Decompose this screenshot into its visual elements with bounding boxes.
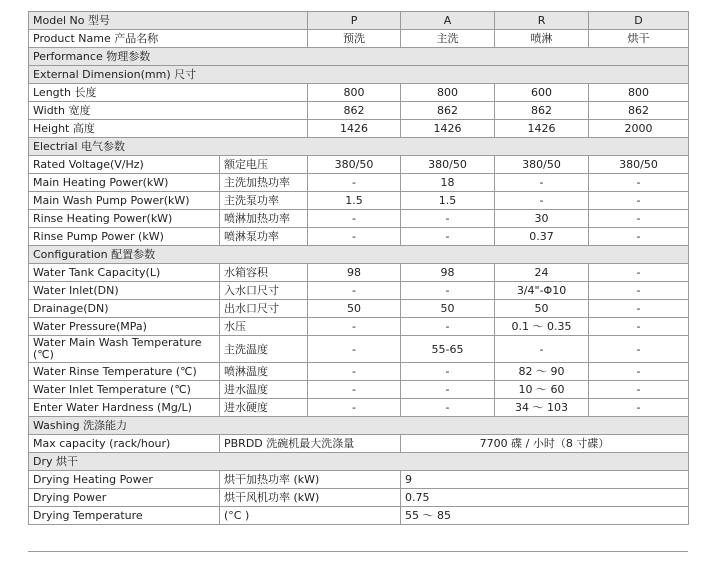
cell-value: - [401,381,495,399]
cell-value: - [308,381,401,399]
cell-value: - [308,318,401,336]
row-label-cn: 进水硬度 [220,399,308,417]
row-label: Drying Temperature [29,507,220,525]
row-label: Drying Power [29,489,220,507]
row-label-cn: 喷淋加热功率 [220,210,308,228]
row-label-cn: 额定电压 [220,156,308,174]
cell-value: 34 ～ 103 [495,399,589,417]
table-row [29,102,689,120]
section-washing [29,417,689,435]
cell-value: - [589,264,689,282]
row-label-cn: 烘干加热功率 (kW) [220,471,401,489]
cell-value: 98 [401,264,495,282]
row-label-cn: 进水温度 [220,381,308,399]
section-title: Washing 洗涤能力 [29,417,689,435]
cell-value: - [401,318,495,336]
section-dry [29,453,689,471]
cell-value: - [401,363,495,381]
row-label: Drying Heating Power [29,471,220,489]
cell-value: 0.75 [401,489,689,507]
row-label-cn: 主洗泵功率 [220,192,308,210]
table-row [29,228,689,246]
table-row [29,120,689,138]
cell-value: 862 [401,102,495,120]
cell-value: - [589,318,689,336]
cell-value: 18 [401,174,495,192]
row-label-cn: PBRDD 洗碗机最大洗涤量 [220,435,401,453]
cell-value: - [308,363,401,381]
cell-value: 82 ～ 90 [495,363,589,381]
table-row [29,471,689,489]
cell-value: - [308,210,401,228]
cell-value: 24 [495,264,589,282]
cell-value: - [589,300,689,318]
cell-value: 50 [401,300,495,318]
cell-value: 0.1 ～ 0.35 [495,318,589,336]
cell-value: 800 [589,84,689,102]
row-label-cn: 出水口尺寸 [220,300,308,318]
row-label-cn: 水箱容积 [220,264,308,282]
cell-value: 862 [589,102,689,120]
cell-value: - [401,399,495,417]
cell-value: 50 [308,300,401,318]
row-label: Water Main Wash Temperature (℃) [29,336,220,363]
cell-value: - [495,192,589,210]
row-label: Rinse Heating Power(kW) [29,210,220,228]
cell-value: - [589,192,689,210]
row-label: Main Wash Pump Power(kW) [29,192,220,210]
cell-value: - [589,363,689,381]
table-row [29,399,689,417]
cell-value: 50 [495,300,589,318]
row-label: Height 高度 [29,120,308,138]
cell-value: 55 ～ 85 [401,507,689,525]
row-label: Water Rinse Temperature (℃) [29,363,220,381]
cell-value: 1.5 [401,192,495,210]
spec-table [28,11,689,525]
cell-value: - [308,336,401,363]
cell-value: 1426 [495,120,589,138]
cell-value: 380/50 [495,156,589,174]
cell-value: 55-65 [401,336,495,363]
product-d: 烘干 [589,30,689,48]
row-label-cn: 喷淋温度 [220,363,308,381]
bottom-divider [28,551,688,552]
product-p: 预洗 [308,30,401,48]
table-row [29,300,689,318]
row-label: Main Heating Power(kW) [29,174,220,192]
cell-value: 10 ～ 60 [495,381,589,399]
cell-value: - [308,228,401,246]
cell-value: - [495,174,589,192]
row-label-cn: 主洗温度 [220,336,308,363]
section-external-dimension [29,66,689,84]
cell-value: 380/50 [401,156,495,174]
row-label: Rated Voltage(V/Hz) [29,156,220,174]
product-label: Product Name 产品名称 [29,30,308,48]
cell-value: - [589,228,689,246]
cell-value: 800 [401,84,495,102]
cell-value: - [401,282,495,300]
product-row [29,30,689,48]
table-row [29,192,689,210]
cell-value: - [589,174,689,192]
table-row [29,84,689,102]
row-label-cn: 喷淋泵功率 [220,228,308,246]
row-label: Water Inlet Temperature (℃) [29,381,220,399]
section-title: Performance 物理参数 [29,48,689,66]
model-d: D [589,12,689,30]
row-label: Water Tank Capacity(L) [29,264,220,282]
row-label-cn: 烘干风机功率 (kW) [220,489,401,507]
section-electrial [29,138,689,156]
table-row [29,318,689,336]
model-r: R [495,12,589,30]
table-row [29,489,689,507]
cell-value: - [308,174,401,192]
cell-value: - [401,228,495,246]
section-performance [29,48,689,66]
cell-value: - [589,381,689,399]
cell-value: 380/50 [589,156,689,174]
cell-value: 7700 碟 / 小时（8 寸碟） [401,435,689,453]
table-row [29,210,689,228]
cell-value: 380/50 [308,156,401,174]
section-title: External Dimension(mm) 尺寸 [29,66,689,84]
cell-value: - [495,336,589,363]
model-row [29,12,689,30]
table-row [29,381,689,399]
row-label-cn: 主洗加热功率 [220,174,308,192]
row-label: Water Pressure(MPa) [29,318,220,336]
cell-value: 600 [495,84,589,102]
table-row [29,435,689,453]
product-r: 喷淋 [495,30,589,48]
cell-value: 0.37 [495,228,589,246]
section-title: Electrial 电气参数 [29,138,689,156]
table-row [29,507,689,525]
cell-value: 862 [495,102,589,120]
table-row [29,336,689,363]
section-title: Dry 烘干 [29,453,689,471]
cell-value: 1426 [401,120,495,138]
table-row [29,174,689,192]
cell-value: - [401,210,495,228]
model-a: A [401,12,495,30]
cell-value: 3/4"-Φ10 [495,282,589,300]
row-label: Length 长度 [29,84,308,102]
row-label: Width 宽度 [29,102,308,120]
table-row [29,363,689,381]
cell-value: 98 [308,264,401,282]
product-a: 主洗 [401,30,495,48]
table-row [29,156,689,174]
cell-value: 800 [308,84,401,102]
row-label-cn: 水压 [220,318,308,336]
cell-value: 2000 [589,120,689,138]
row-label: Drainage(DN) [29,300,220,318]
table-row [29,264,689,282]
cell-value: - [589,210,689,228]
row-label-cn: 入水口尺寸 [220,282,308,300]
row-label: Rinse Pump Power (kW) [29,228,220,246]
cell-value: - [589,399,689,417]
cell-value: 862 [308,102,401,120]
section-title: Configuration 配置参数 [29,246,689,264]
cell-value: - [308,399,401,417]
row-label-cn: (°C ) [220,507,401,525]
row-label: Enter Water Hardness (Mg/L) [29,399,220,417]
cell-value: 1426 [308,120,401,138]
cell-value: 9 [401,471,689,489]
cell-value: - [589,336,689,363]
model-label: Model No 型号 [29,12,308,30]
section-configuration [29,246,689,264]
cell-value: 1.5 [308,192,401,210]
row-label: Water Inlet(DN) [29,282,220,300]
row-label: Max capacity (rack/hour) [29,435,220,453]
cell-value: 30 [495,210,589,228]
model-p: P [308,12,401,30]
cell-value: - [589,282,689,300]
cell-value: - [308,282,401,300]
table-row [29,282,689,300]
